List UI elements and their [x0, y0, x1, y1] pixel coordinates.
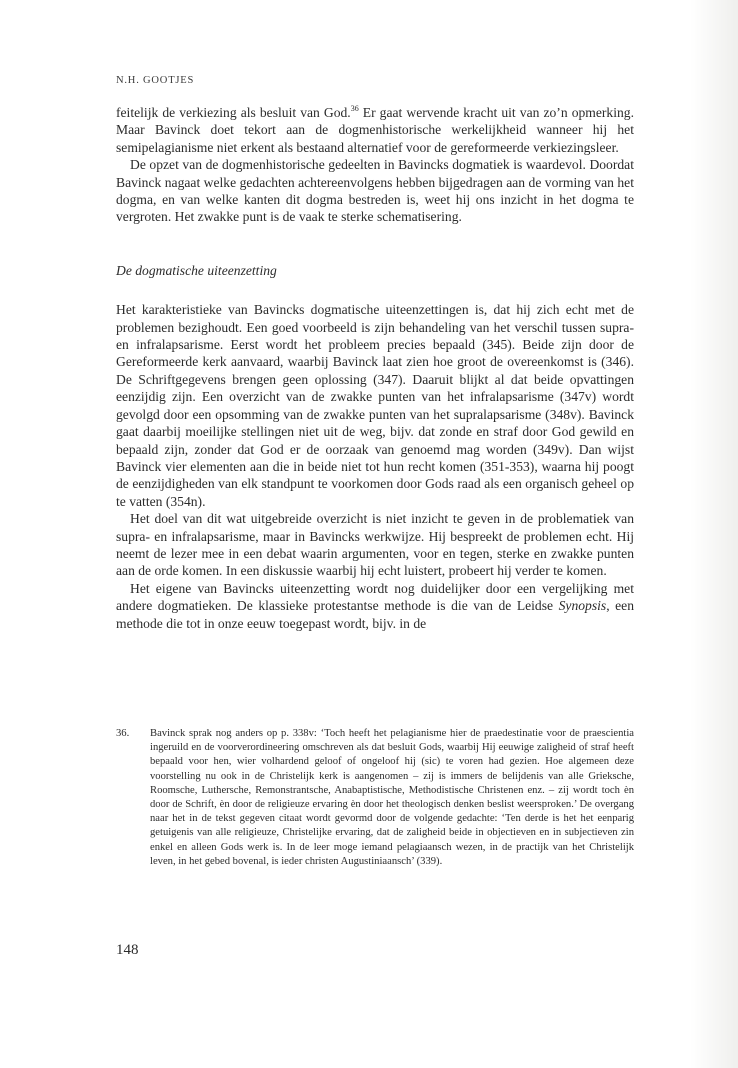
page-edge-shadow: [690, 0, 738, 1068]
paragraph-2: De opzet van de dogmenhistorische gedeelten in Bavincks dogmatiek is waardevol. Doordat Bavinck nagaat welke gedachten achtereenvolgens hebben bijgedragen aan de vorming van het dogma, en van welke kanten dit dogma bestreden is, weet hij ons inzicht in het dogma te vergroten. Het zwakke punt is de vaak te sterke schematisering.: [116, 157, 634, 225]
footnote-reference-36[interactable]: 36: [350, 104, 359, 113]
section-heading: De dogmatische uiteenzetting: [116, 262, 277, 278]
page-number: 148: [116, 942, 139, 958]
footnote-text: Bavinck sprak nog anders op p. 338v: ‘Toch heeft het pelagianisme hier de praedestinatie voor de praescientia ingeruild en de voorverordineering omschreven als dat besluit Gods, waarbij Hij eeuwige zaligheid of straf heeft bepaald voor hen, wier volhardend geloof of ongeloof hij (sic) te voren had gezien. Hoe algemeen deze voorstelling nu ook in de Christelijk kerk is aangenomen – zij is immers de belijdenis van alle Grieksche, Roomsche, Luthersche, Remonstrantsche, Anabaptistische, Methodistische Christenen enz. – zij wordt toch èn door de Schrift, èn door de religieuze ervaring èn door het theologisch denken beslist weersproken.’ De overgang naar het in de tekst gegeven citaat wordt gevormd door de volgende gedachte: ‘Ten derde is het het eenparig getuigenis van alle religieuze, Christelijke ervaring, dat de zaligheid beide in objectieven en in subjectieven zin enkel en alleen Gods werk is. In de leer moge iemand pelagiaansch wezen, in de practijk van het Christelijk leven, in het gebed bovenal, is ieder christen Augustiniaansch’ (339).: [150, 728, 634, 867]
running-head: N.H. GOOTJES: [116, 75, 195, 86]
paragraph-5-end: , een methode die tot in onze eeuw toegepast wordt, bijv. in de: [116, 598, 634, 631]
footnote-number: 36.: [116, 728, 130, 739]
body-text: [116, 104, 634, 632]
synopsis-title: Synopsis: [558, 598, 607, 614]
paragraph-3: Het karakteristieke van Bavincks dogmatische uiteenzettingen is, dat hij zich echt met de problemen bezighoudt. Een goed voorbeeld is zijn behandeling van het verschil tussen supra- en infralapsarisme. Eerst wordt het probleem precies bepaald (345). Beide zijn door de Gereformeerde kerk aanvaard, waarbij Bavinck laat zien hoe groot de overeenkomst is (346). De Schriftgegevens brengen geen oplossing (347). Daaruit blijkt al dat beide opvattingen eenzijdig zijn. Een overzicht van de zwakke punten van het infralapsarisme (347v) wordt gevolgd door een opsomming van de zwakke punten van het supralapsarisme (348v). Bavinck gaat daarbij moeilijke stellingen niet uit de weg, bijv. dat zonde en straf door God gewild en bepaald zijn, zonder dat God er de oorzaak van genoemd mag worden (349v). Dan wijst Bavinck vier elementen aan die in beide niet tot hun recht komen (351-353), waarna hij poogt de eenzijdigheden van elk standpunt te voorkomen door Gods raad als een organisch geheel op te vatten (354n).: [116, 302, 634, 509]
paragraph-1-start: feitelijk de verkiezing als besluit van God.: [116, 105, 351, 120]
paragraph-5: [116, 580, 634, 632]
paragraph-1-end: Er gaat wervende kracht uit van zo’n opmerking. Maar Bavinck doet tekort aan de dogmenhistorische werkelijkheid wanneer hij het semipelagianisme niet erkent als bestaand alternatief voor de gereformeerde verkiezingsleer.: [116, 105, 634, 155]
paragraph-1: [116, 104, 634, 156]
footnote-36: [116, 727, 634, 869]
paragraph-4: Het doel van dit wat uitgebreide overzicht is niet inzicht te geven in de problematiek van supra- en infralapsarisme, maar in Bavincks werkwijze. Hij bespreekt de problemen echt. Hij neemt de lezer mee in een debat waarin argumenten, voor en tegen, sterke en zwakke punten aan de orde komen. In een diskussie waarbij hij echt luistert, probeert hij verder te komen.: [116, 511, 634, 579]
paragraph-5-start: Het eigene van Bavincks uiteenzetting wordt nog duidelijker door een vergelijking met andere dogmatieken. De klassieke protestantse methode is die van de Leidse: [116, 580, 634, 614]
